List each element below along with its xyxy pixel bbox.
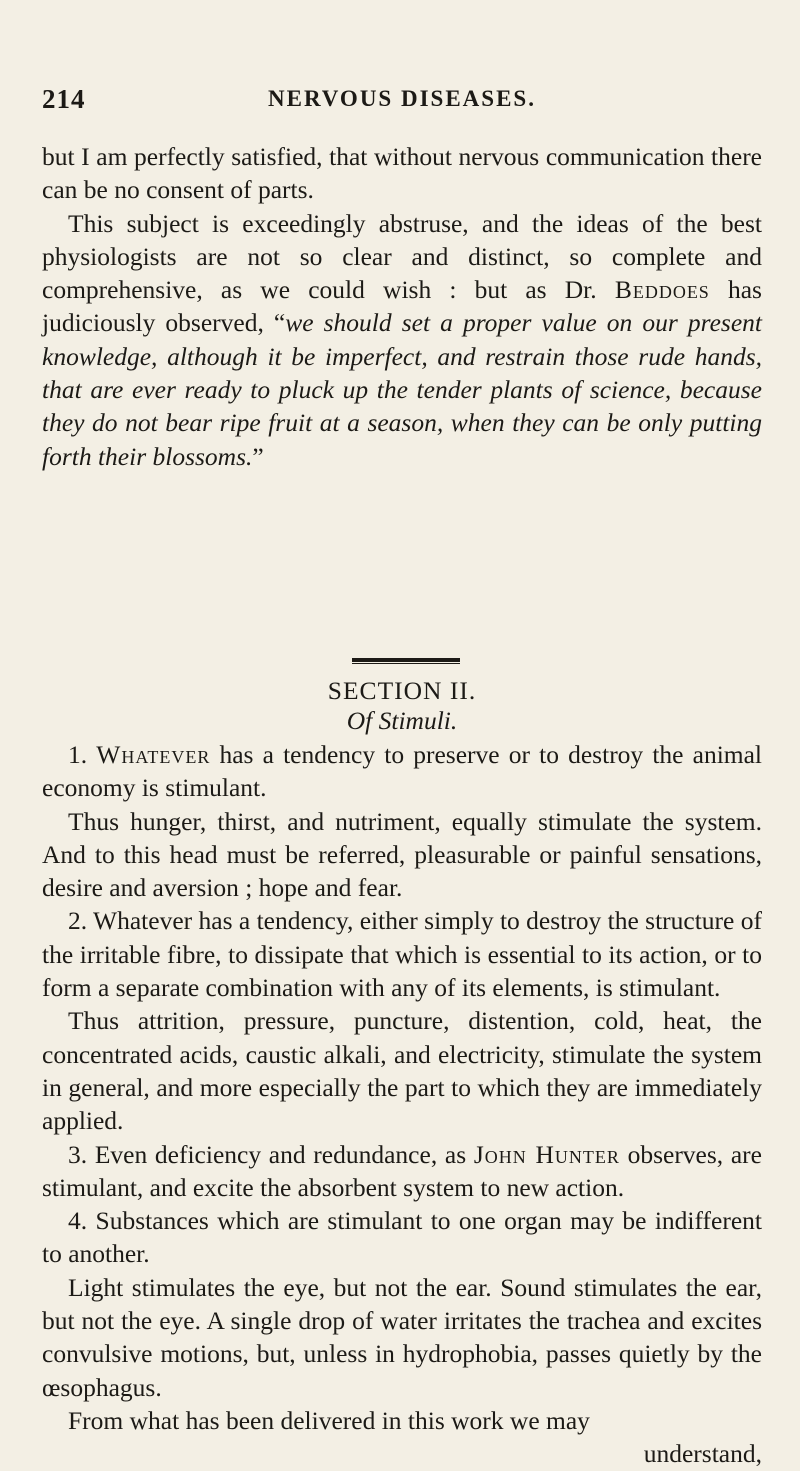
quote-mark: ”	[252, 441, 264, 471]
paragraph: Thus hunger, thirst, and nutriment, equally stimulate the system. And to this head must be referred, pleasurable or painful sensations, desire and aversion ; hope and fear.	[42, 806, 762, 903]
section-subtitle: Of Stimuli.	[346, 706, 458, 735]
author-name: Beddoes	[614, 275, 710, 305]
page-header	[42, 84, 762, 124]
paragraph-text: has judiciously observed, “	[42, 275, 762, 338]
paragraph: Light stimulates the eye, but not the ear. Sound stimulates the ear, but not the eye. A single drop of water irritates the trachea and excites convulsive motions, but, unless in hydrophobia, passes quietly by the œsophagus.	[42, 1272, 762, 1402]
lead-word: Whatever	[96, 740, 211, 769]
numbered-item	[42, 738, 762, 805]
paragraph: Thus attrition, pressure, puncture, distention, cold, heat, the concentrated acids, caustic alkali, and electricity, stimulate the system in general, and more especially the part to which they are immediately applied.	[42, 1006, 762, 1136]
section-heading: SECTION II.	[327, 676, 477, 705]
numbered-item: 2. Whatever has a tendency, either simply to destroy the structure of the irritable fibre, to dissipate that which is essential to its action, or to form a separate combination with any of its elements, is stimulant.	[42, 906, 762, 1003]
catchword: understand,	[643, 1439, 762, 1469]
paragraph-text: 3. Even deficiency and redundance, as	[68, 1139, 474, 1169]
paragraph	[42, 207, 762, 473]
quotation: we should set a proper value on our present knowledge, although it be imperfect, and restrain those rude hands, that are ever ready to pluck up the tender plants of science, because they do not bear ripe fruit at a season, when they can be only putting forth their blossoms.	[42, 308, 762, 471]
numbered-item	[42, 1138, 762, 1205]
paragraph-text: has a tendency to preserve or to destroy the animal economy is stimulant.	[42, 740, 763, 803]
paragraph-text: observes, are stimulant, and excite the absorbent system to new action.	[42, 1139, 762, 1202]
numbered-item: 4. Substances which are stimulant to one organ may be indifferent to another.	[42, 1206, 762, 1269]
page-number: 214	[42, 84, 86, 114]
paragraph-text: This subject is exceedingly abstruse, and the ideas of the best physiologists are not so clear and distinct, so complete and comprehensive, as we could wish : but as Dr.	[42, 208, 762, 305]
section-body	[42, 738, 762, 1471]
author-name: John Hunter	[473, 1139, 620, 1169]
running-head: NERVOUS DISEASES.	[268, 86, 536, 111]
section-divider	[352, 658, 460, 664]
paragraph: From what has been delivered in this work we may	[68, 1405, 590, 1435]
paragraph-text: but I am perfectly satisfied, that without nervous communication there can be no consent of parts.	[42, 142, 762, 205]
item-number: 1.	[68, 740, 97, 769]
paragraph	[42, 140, 762, 207]
intro-text	[42, 140, 762, 473]
